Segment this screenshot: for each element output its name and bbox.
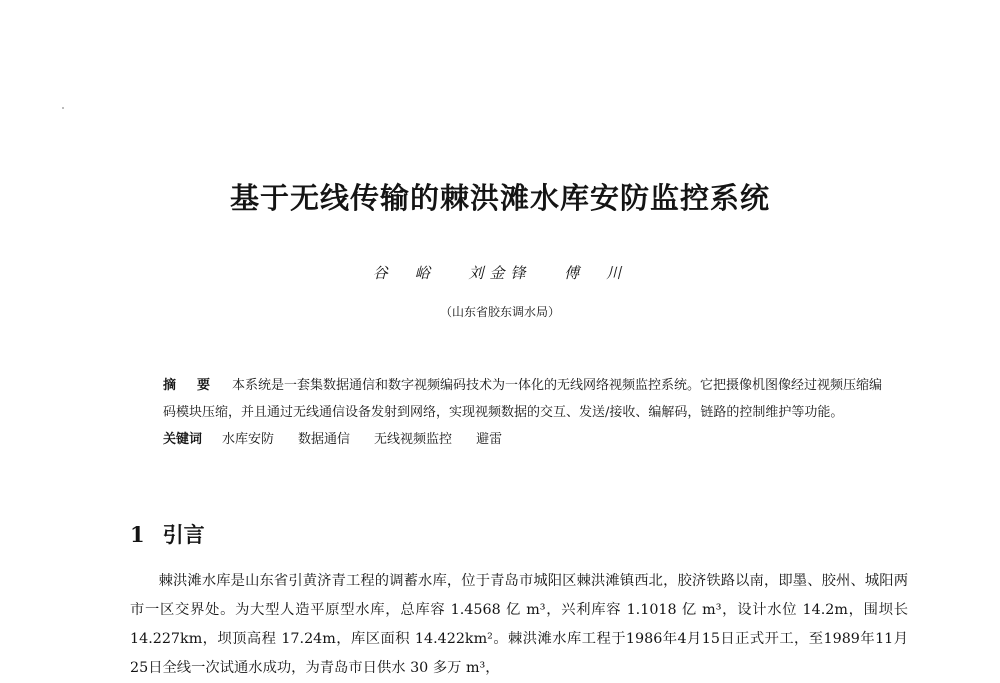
keywords-line (163, 426, 883, 453)
section-heading (130, 519, 205, 549)
abstract-block (163, 372, 883, 453)
body-paragraph: 棘洪滩水库是山东省引黄济青工程的调蓄水库，位于青岛市城阳区棘洪滩镇西北，胶济铁路以南，即墨、胶州、城阳两市一区交界处。为大型人造平原型水库，总库容 1.4568 亿 m³，兴利库容 1.1018 亿 m³，设计水位 14.2m，围坝长 14.227km，坝顶高程 17.24m，库区面积 14.422km²。棘洪滩水库工程于1986年4月15日正式开工，至1989年11月25日全线一次试通水成功，为青岛市日供水 30 多万 m³， (130, 573, 908, 676)
scan-speck (62, 107, 64, 109)
author-name: 傅 川 (564, 264, 628, 282)
keyword: 避雷 (476, 432, 503, 447)
paper-title: 基于无线传输的棘洪滩水库安防监控系统 (229, 181, 770, 215)
keyword: 数据通信 (298, 432, 351, 447)
section-number: 1 (130, 522, 145, 547)
section-title: 引言 (162, 522, 205, 547)
keywords-label: 关键词 (163, 432, 203, 447)
body-text (130, 567, 908, 683)
keyword: 无线视频监控 (374, 432, 453, 447)
abstract-label: 摘 要 (163, 378, 215, 393)
author-list (0, 262, 1000, 283)
affiliation: （山东省胶东调水局） (439, 305, 560, 319)
author-name: 谷 峪 (372, 264, 436, 282)
keyword: 水库安防 (222, 432, 275, 447)
abstract-text: 本系统是一套集数据通信和数字视频编码技术为一体化的无线网络视频监控系统。它把摄像机图像经过视频压缩编码模块压缩，并且通过无线通信设备发射到网络，实现视频数据的交互、发送/接收、编解码，链路的控制维护等功能。 (163, 378, 883, 420)
author-name: 刘金锋 (468, 264, 532, 282)
abstract-paragraph (163, 372, 883, 426)
